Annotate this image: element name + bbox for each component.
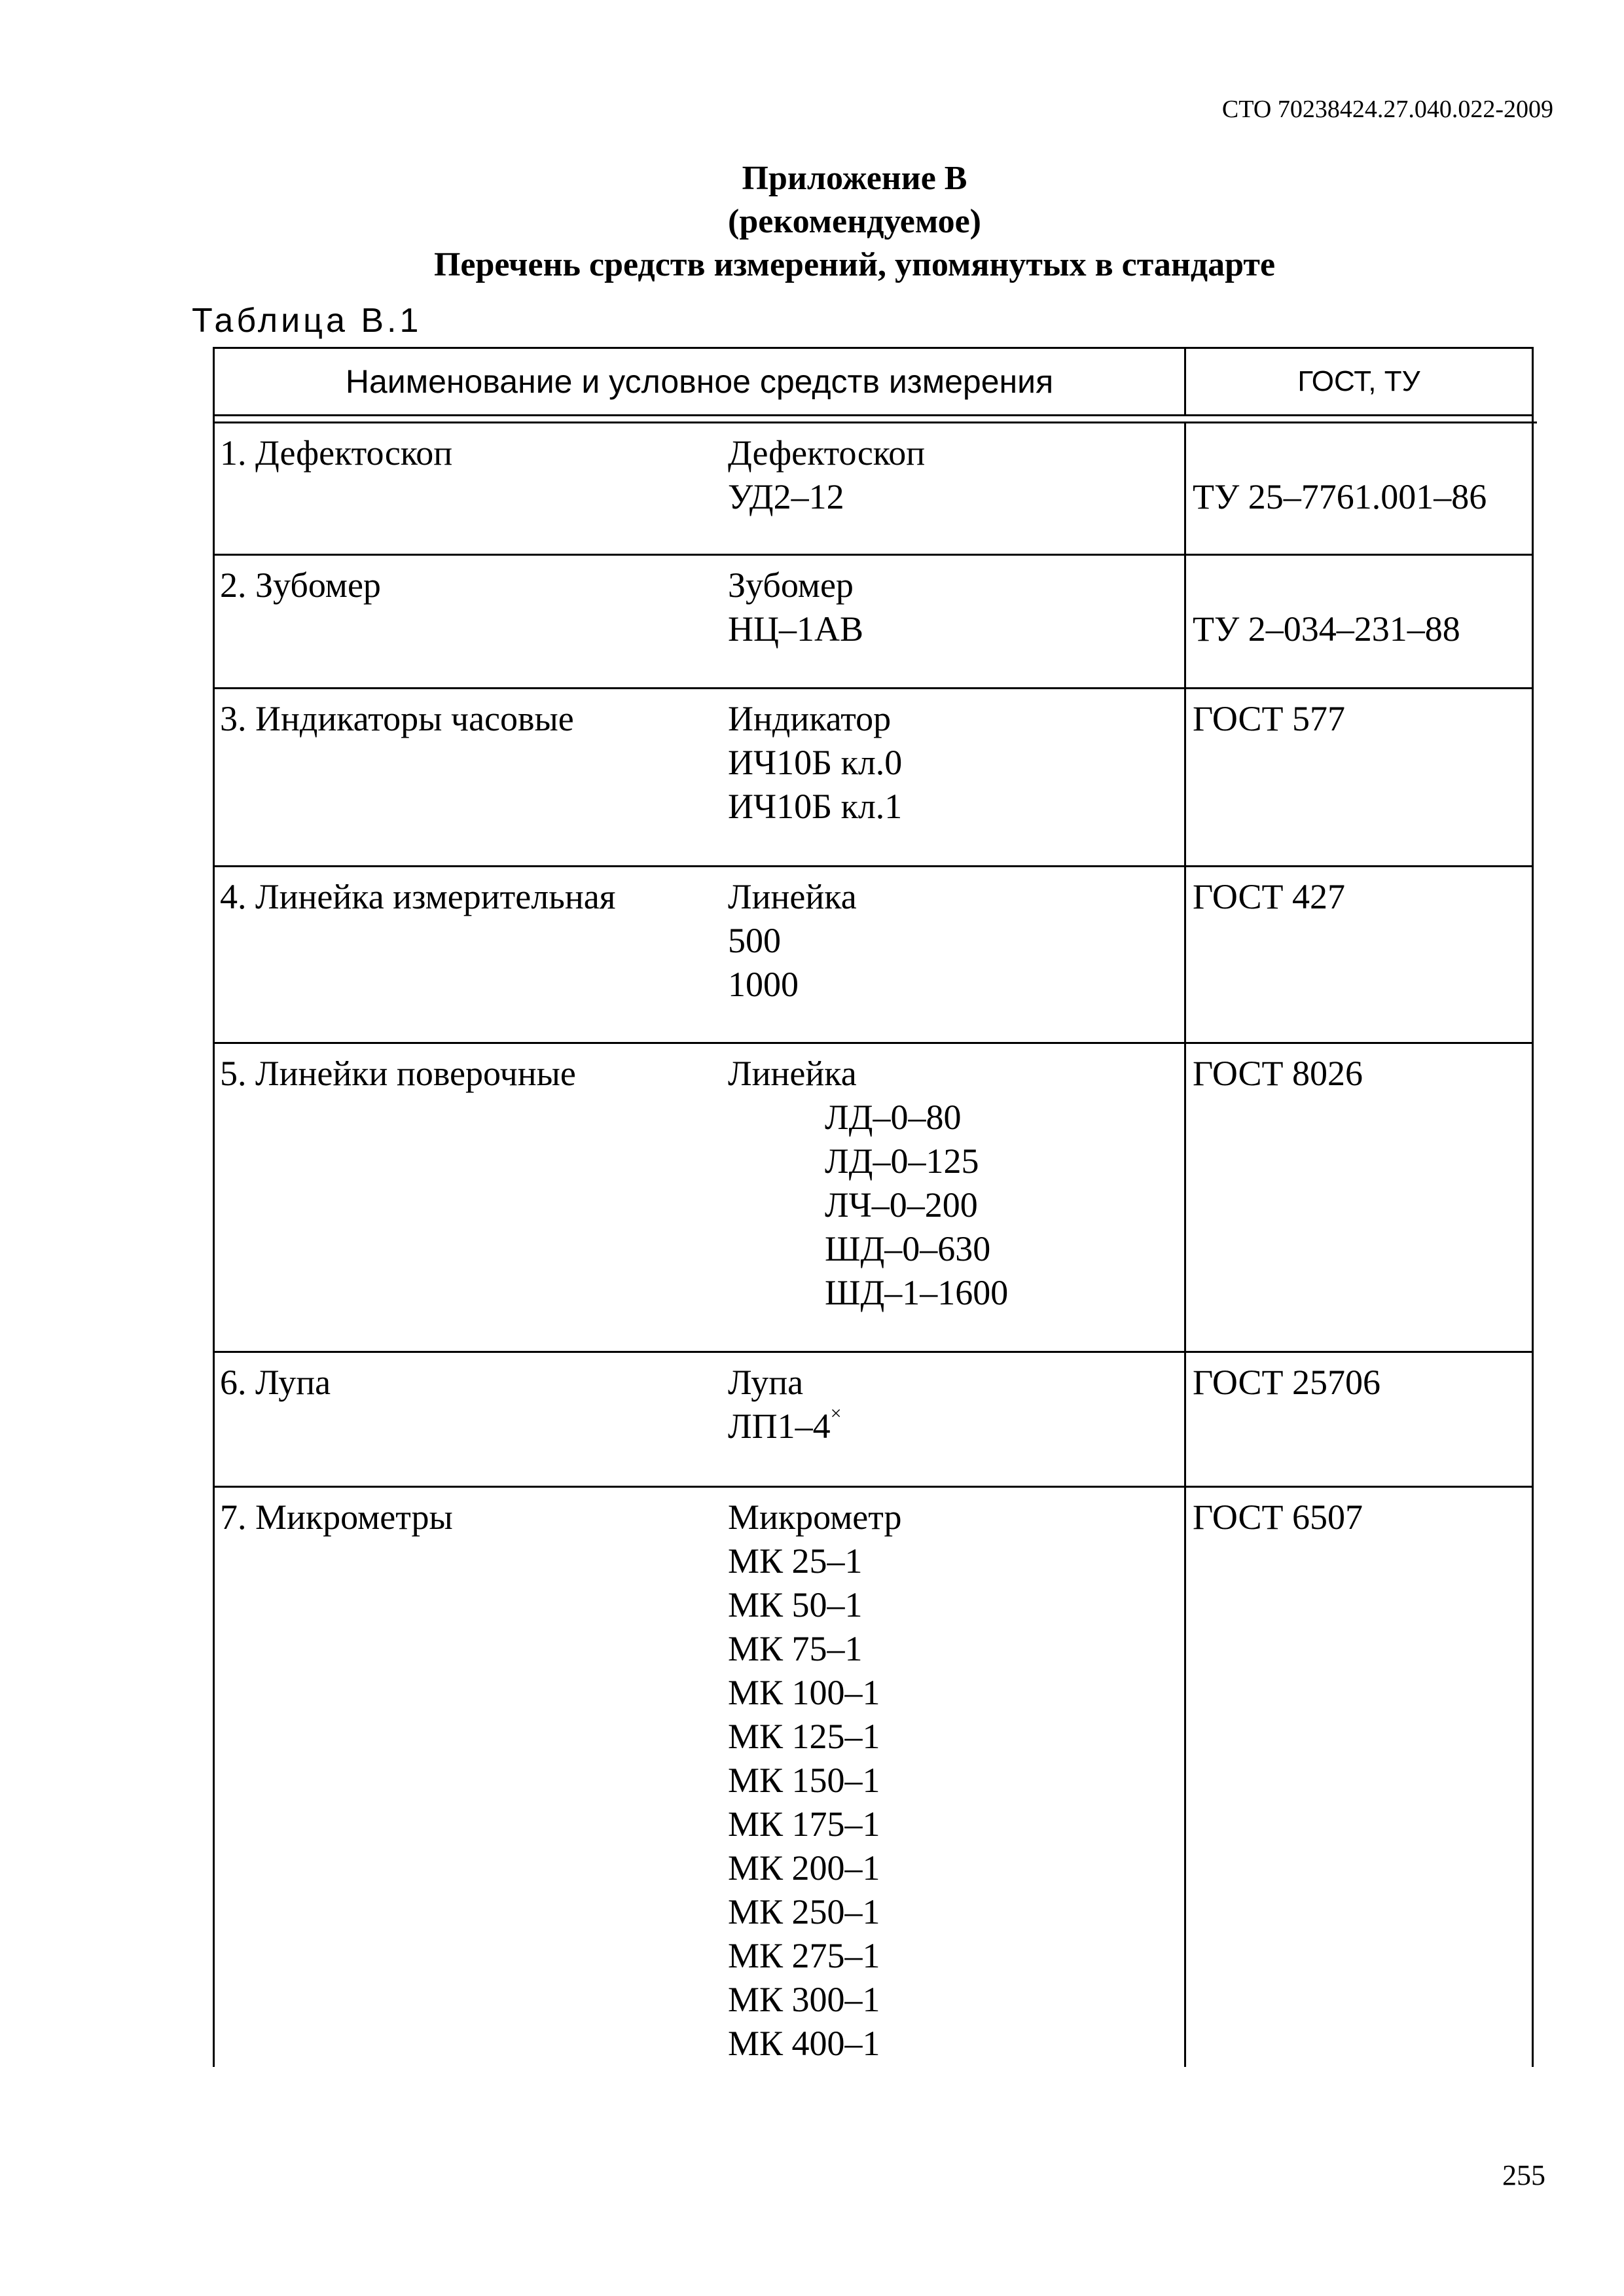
appendix-subject: Перечень средств измерений, упомянутых в стандарте	[433, 246, 1276, 283]
table-header	[215, 349, 1532, 416]
appendix-type: (рекомендуемое)	[728, 203, 981, 240]
table-row	[215, 867, 1532, 1044]
table-row	[215, 1488, 1532, 2067]
page-number: 255	[1502, 2159, 1545, 2191]
instrument-name: 6. Лупа	[220, 1363, 331, 1402]
table-row	[215, 423, 1532, 556]
table-caption: Таблица В.1	[192, 302, 422, 340]
table-row	[215, 689, 1532, 867]
instrument-name: 4. Линейка измерительная	[220, 877, 616, 916]
instrument-standard: ТУ 2–034–231–88	[1193, 609, 1460, 649]
instrument-models: Микрометр МК 25–1 МК 50–1 МК 75–1 МК 100–1 МК 125–1 МК 150–1 МК 175–1 МК 200–1 МК 250–1 МК 275–1 МК 300–1 МК 400–1	[728, 1488, 1186, 2067]
instrument-models: Лупа ЛП1–4×	[728, 1353, 1186, 1486]
table-row	[215, 1353, 1532, 1488]
instrument-name: 5. Линейки поверочные	[220, 1054, 576, 1093]
instruments-table	[213, 347, 1534, 2067]
instrument-models: Линейка 500 1000	[728, 867, 1186, 1042]
header-separator	[215, 416, 1537, 423]
instrument-standard: ГОСТ 427	[1193, 877, 1346, 916]
instrument-standard: ТУ 25–7761.001–86	[1193, 477, 1487, 516]
model-mark: ×	[830, 1403, 842, 1424]
instrument-standard: ГОСТ 6507	[1193, 1498, 1363, 1537]
instrument-models: Индикатор ИЧ10Б кл.0 ИЧ10Б кл.1	[728, 689, 1186, 865]
table-row	[215, 1044, 1532, 1353]
column-header-name: Наименование и условное средств измерения	[215, 349, 1186, 414]
instrument-models: Дефектоскоп УД2–12	[728, 423, 1186, 554]
instrument-standard: ГОСТ 25706	[1193, 1363, 1381, 1402]
instrument-models: Линейка ЛД–0–80 ЛД–0–125 ЛЧ–0–200 ШД–0–630 ШД–1–1600	[728, 1044, 1186, 1351]
instrument-name: 1. Дефектоскоп	[220, 433, 453, 473]
instrument-models: Зубомер НЦ–1АВ	[728, 556, 1186, 687]
column-header-gost: ГОСТ, ТУ	[1297, 365, 1420, 397]
instrument-name: 3. Индикаторы часовые	[220, 699, 574, 738]
table-row	[215, 556, 1532, 689]
instrument-standard: ГОСТ 577	[1193, 699, 1346, 738]
document-code: СТО 70238424.27.040.022-2009	[1221, 96, 1553, 123]
instrument-name: 2. Зубомер	[220, 565, 381, 605]
instrument-name: 7. Микрометры	[220, 1498, 453, 1537]
instrument-standard: ГОСТ 8026	[1193, 1054, 1363, 1093]
appendix-title: Приложение В	[742, 160, 967, 197]
appendix-heading	[0, 157, 1624, 287]
